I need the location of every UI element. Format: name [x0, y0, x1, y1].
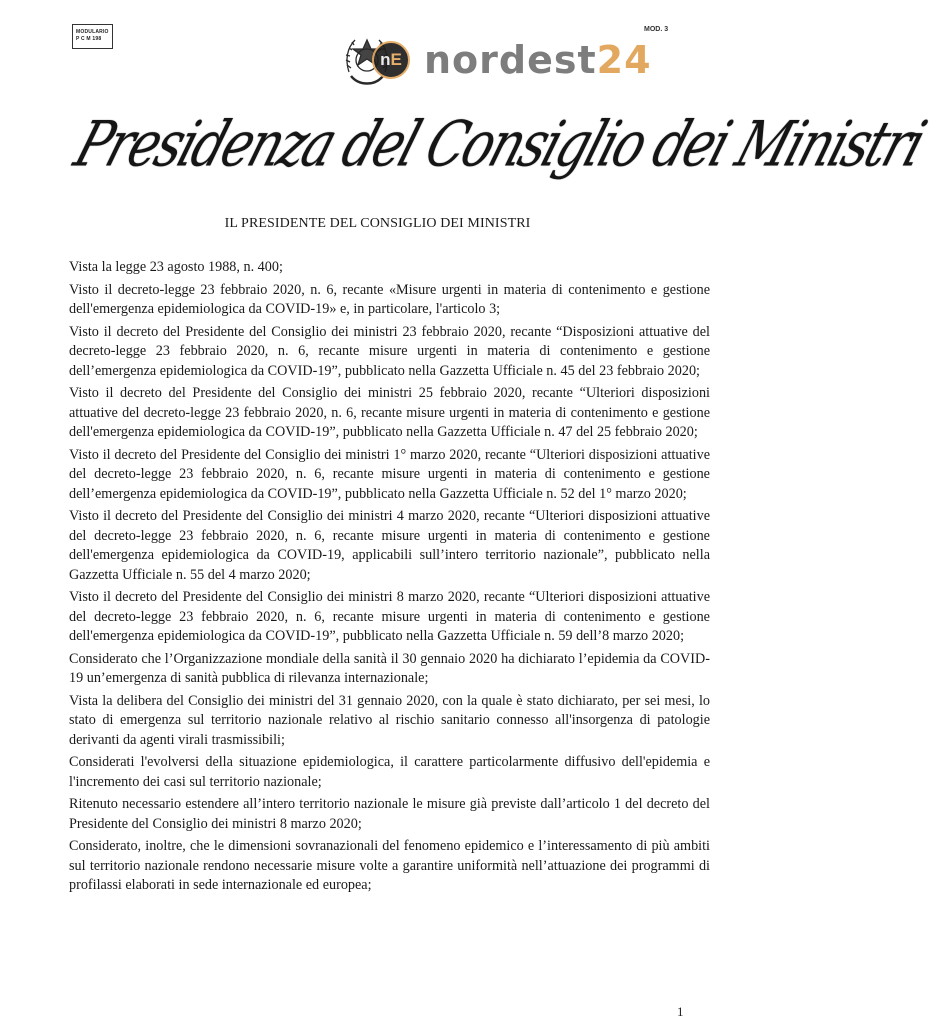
- preamble-paragraph: Considerato, inoltre, che le dimensioni sovranazionali del fenomeno epidemico e l’interessamento di più ambiti sul territorio nazionale rendono necessarie misure volte a garantire uniformità nell’attuazione dei programmi di profilassi elaborati in sede internazionale ed europea;: [69, 838, 710, 893]
- form-stamp: [72, 24, 113, 49]
- logo-letter: E: [390, 50, 402, 69]
- institution-script-title: Presidenza del Consiglio dei Ministri: [66, 108, 932, 181]
- watermark-number: 24: [596, 38, 652, 82]
- preamble-paragraph: Ritenuto necessario estendere all’intero territorio nazionale le misure già previste dall’articolo 1 del decreto del Presidente del Consiglio dei ministri 8 marzo 2020;: [69, 796, 710, 832]
- document-heading: IL PRESIDENTE DEL CONSIGLIO DEI MINISTRI: [224, 216, 531, 231]
- preamble-paragraph: Considerati l'evolversi della situazione epidemiologica, il carattere particolarmente diffusivo dell'epidemia e l'incremento dei casi sul territorio nazionale;: [69, 754, 710, 790]
- preamble-paragraph: Visto il decreto-legge 23 febbraio 2020, n. 6, recante «Misure urgenti in materia di contenimento e gestione dell'emergenza epidemiologica da COVID-19» e, in particolare, l'articolo 3;: [69, 281, 710, 317]
- preamble-paragraph: Visto il decreto del Presidente del Consiglio dei ministri 23 febbraio 2020, recante “Disposizioni attuative del decreto-legge 23 febbraio 2020, n. 6, recante misure urgenti in materia di contenimento e gestione dell’emergenza epidemiologica da COVID-19”, pubblicato nella Gazzetta Ufficiale n. 45 del 23 febbraio 2020;: [69, 323, 710, 379]
- preamble-paragraph: Vista la delibera del Consiglio dei ministri del 31 gennaio 2020, con la quale è stato dichiarato, per sei mesi, lo stato di emergenza sul territorio nazionale relativo al rischio sanitario connesso all'insorgenza di patologie derivanti da agenti virali trasmissibili;: [69, 692, 710, 748]
- preamble-paragraph: Visto il decreto del Presidente del Consiglio dei ministri 25 febbraio 2020, recante “Ulteriori disposizioni attuative del decreto-legge 23 febbraio 2020, n. 6, recante misure urgenti in materia di contenimento e gestione dell'emergenza epidemiologica da COVID-19”, pubblicato nella Gazzetta Ufficiale n. 47 del 25 febbraio 2020;: [69, 385, 710, 440]
- preamble-paragraph: Visto il decreto del Presidente del Consiglio dei ministri 4 marzo 2020, recante “Ulteriori disposizioni attuative del decreto-legge 23 febbraio 2020, n. 6, recante misure urgenti in materia di contenimento e gestione dell'emergenza epidemiologica da COVID-19, applicabili sull’intero territorio nazionale”, pubblicato nella Gazzetta Ufficiale n. 55 del 4 marzo 2020;: [69, 508, 710, 583]
- preamble-paragraph: Visto il decreto del Presidente del Consiglio dei ministri 8 marzo 2020, recante “Ulteriori disposizioni attuative del decreto-legge 23 febbraio 2020, n. 6, recante misure urgenti in materia di contenimento e gestione dell'emergenza epidemiologica da COVID-19”, pubblicato nella Gazzetta Ufficiale n. 59 dell’8 marzo 2020;: [69, 589, 710, 644]
- page-number: 1: [677, 1004, 684, 1019]
- form-stamp-line: MODULARIO: [76, 29, 109, 35]
- logo-letter: n: [380, 50, 391, 69]
- preamble-paragraph: Visto il decreto del Presidente del Consiglio dei ministri 1° marzo 2020, recante “Ulteriori disposizioni attuative del decreto-legge 23 febbraio 2020, n. 6, recante misure urgenti in materia di contenimento e gestione dell’emergenza epidemiologica da COVID-19”, pubblicato nella Gazzetta Ufficiale n. 52 del 1° marzo 2020;: [69, 446, 710, 502]
- preamble-paragraph: Vista la legge 23 agosto 1988, n. 400;: [69, 259, 283, 275]
- form-code: MOD. 3: [644, 26, 669, 33]
- nordest24-logo-icon: [372, 41, 410, 79]
- document-body: [69, 258, 710, 899]
- nordest24-watermark: [372, 38, 652, 82]
- watermark-name: nordest: [424, 38, 597, 82]
- watermark-wordmark: [424, 38, 652, 82]
- preamble-paragraph: Considerato che l’Organizzazione mondiale della sanità il 30 gennaio 2020 ha dichiarato l’epidemia da COVID-19 un’emergenza di sanità pubblica di rilevanza internazionale;: [69, 650, 710, 686]
- form-stamp-line: P C M 198: [76, 36, 102, 42]
